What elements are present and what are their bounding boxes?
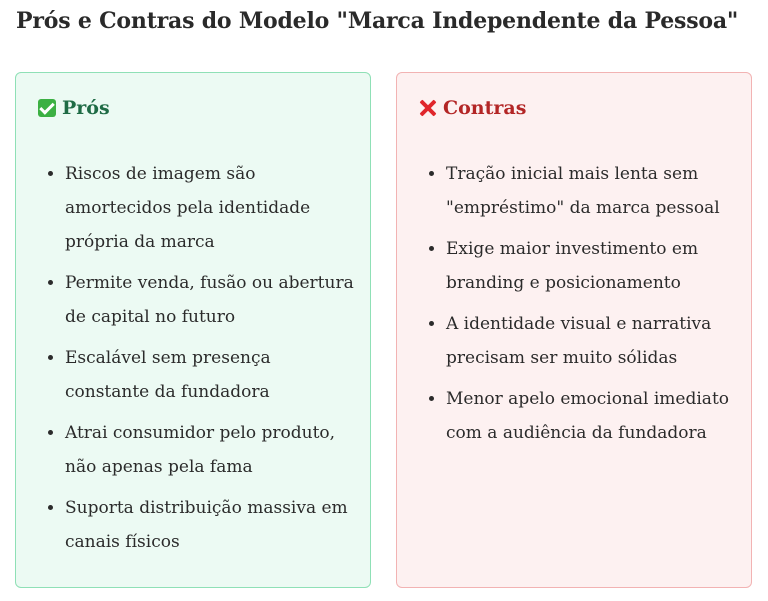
cons-item: • Tração inicial mais lenta sem "empréstimo" da marca pessoal	[446, 157, 736, 225]
cons-item: • Exige maior investimento em branding e posicionamento	[446, 232, 736, 300]
cons-list	[446, 157, 736, 457]
cons-item: • A identidade visual e narrativa precisam ser muito sólidas	[446, 307, 736, 375]
pros-item: • Riscos de imagem são amortecidos pela identidade própria da marca	[65, 157, 355, 259]
cons-header	[419, 97, 526, 119]
cons-card	[396, 72, 752, 588]
check-icon	[38, 99, 56, 117]
pros-item: • Atrai consumidor pelo produto, não apenas pela fama	[65, 416, 355, 484]
pros-heading: Prós	[62, 97, 110, 119]
pros-card	[15, 72, 371, 588]
pros-item: • Permite venda, fusão ou abertura de capital no futuro	[65, 266, 355, 334]
pros-list	[65, 157, 355, 566]
pros-item: • Escalável sem presença constante da fundadora	[65, 341, 355, 409]
cons-heading: Contras	[443, 97, 527, 119]
cons-item: • Menor apelo emocional imediato com a audiência da fundadora	[446, 382, 736, 450]
pros-item: • Suporta distribuição massiva em canais físicos	[65, 491, 355, 559]
page-title: Prós e Contras do Modelo "Marca Independente da Pessoa"	[16, 8, 739, 34]
cross-icon	[419, 99, 437, 117]
pros-header	[38, 97, 110, 119]
